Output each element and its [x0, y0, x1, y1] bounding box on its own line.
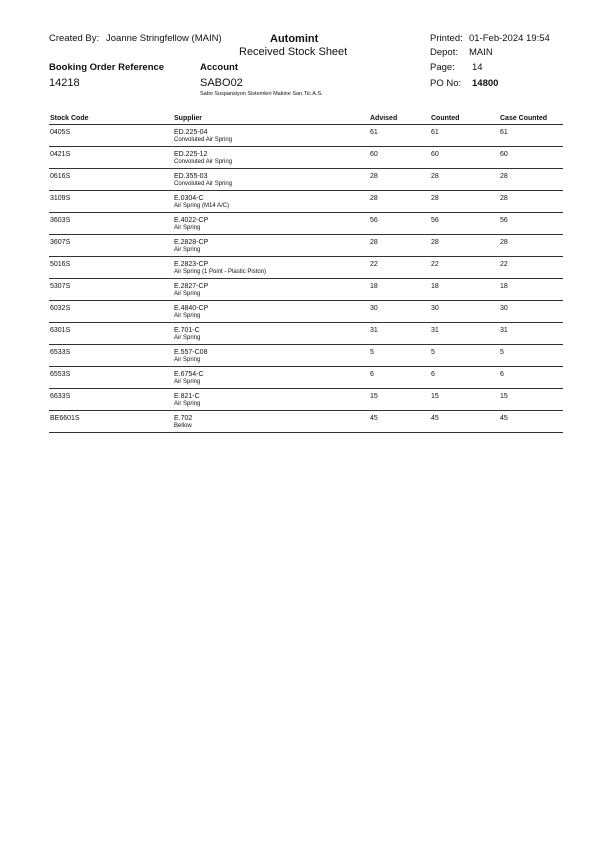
supplier-cell	[174, 327, 200, 341]
case-counted-cell: 31	[500, 327, 508, 334]
table-row	[49, 257, 563, 279]
stock-code-cell: 6032S	[50, 305, 71, 312]
advised-cell: 18	[370, 283, 378, 290]
counted-cell: 28	[431, 239, 439, 246]
counted-cell: 56	[431, 217, 439, 224]
counted-cell: 22	[431, 261, 439, 268]
created-by-label: Created By:	[49, 33, 100, 44]
supplier-cell	[174, 151, 232, 165]
supplier-cell	[174, 173, 232, 187]
counted-cell: 30	[431, 305, 439, 312]
advised-cell: 30	[370, 305, 378, 312]
table-row	[49, 323, 563, 345]
case-counted-cell: 28	[500, 195, 508, 202]
advised-cell: 45	[370, 415, 378, 422]
supplier-code: E.557-C08	[174, 349, 208, 356]
advised-cell: 6	[370, 371, 374, 378]
item-description: Air Spring	[174, 312, 201, 319]
stock-code-cell: 5016S	[50, 261, 71, 268]
item-description: Air Spring (1 Point - Plastic Piston)	[174, 268, 267, 275]
counted-cell: 60	[431, 151, 439, 158]
item-description: Air Spring	[174, 334, 201, 341]
stock-code-cell: 3607S	[50, 239, 71, 246]
advised-cell: 56	[370, 217, 378, 224]
report-title: Received Stock Sheet	[239, 46, 348, 58]
table-header	[49, 114, 563, 125]
table-row	[49, 367, 563, 389]
supplier-cell	[174, 239, 208, 253]
depot-label: Depot:	[430, 47, 458, 58]
item-description: Air Spring	[174, 224, 201, 231]
case-counted-cell: 15	[500, 393, 508, 400]
item-description: Air Spring	[174, 356, 201, 363]
counted-cell: 31	[431, 327, 439, 334]
stock-code-cell: 0421S	[50, 151, 71, 158]
item-description: Bellow	[174, 422, 192, 429]
stock-table	[49, 114, 563, 433]
supplier-cell	[174, 349, 207, 363]
item-description: Air Spring (M14 A/C)	[174, 202, 230, 209]
table-row	[49, 345, 563, 367]
case-counted-cell: 28	[500, 239, 508, 246]
advised-cell: 28	[370, 173, 378, 180]
counted-cell: 5	[431, 349, 435, 356]
supplier-code: E.6754-C	[174, 371, 204, 378]
advised-cell: 22	[370, 261, 378, 268]
supplier-cell	[174, 195, 229, 209]
col-case-counted: Case Counted	[500, 115, 548, 122]
case-counted-cell: 28	[500, 173, 508, 180]
advised-cell: 31	[370, 327, 378, 334]
counted-cell: 18	[431, 283, 439, 290]
case-counted-cell: 22	[500, 261, 508, 268]
depot-value: MAIN	[469, 47, 493, 58]
supplier-code: E.4022-CP	[174, 217, 209, 224]
table-row	[49, 191, 563, 213]
stock-code-cell: 3109S	[50, 195, 71, 202]
supplier-code: E.2827-CP	[174, 283, 209, 290]
supplier-cell	[174, 415, 192, 429]
stock-code-cell: 0616S	[50, 173, 71, 180]
account-value: SABO02	[200, 77, 243, 89]
table-row	[49, 235, 563, 257]
advised-cell: 28	[370, 239, 378, 246]
supplier-code: ED.355-03	[174, 173, 208, 180]
col-stock-code: Stock Code	[50, 115, 89, 122]
supplier-code: ED.225-12	[174, 151, 208, 158]
case-counted-cell: 60	[500, 151, 508, 158]
stock-code-cell: 0405S	[50, 129, 71, 136]
table-body	[49, 125, 563, 433]
case-counted-cell: 30	[500, 305, 508, 312]
stock-code-cell: 5307S	[50, 283, 71, 290]
case-counted-cell: 45	[500, 415, 508, 422]
stock-code-cell: 6301S	[50, 327, 71, 334]
table-row	[49, 213, 563, 235]
item-description: Convoluted Air Spring	[174, 180, 233, 187]
advised-cell: 60	[370, 151, 378, 158]
table-row	[49, 125, 563, 147]
counted-cell: 61	[431, 129, 439, 136]
case-counted-cell: 5	[500, 349, 504, 356]
counted-cell: 6	[431, 371, 435, 378]
advised-cell: 5	[370, 349, 374, 356]
col-counted: Counted	[431, 115, 460, 122]
table-row	[49, 411, 563, 433]
supplier-cell	[174, 393, 200, 407]
counted-cell: 28	[431, 173, 439, 180]
po-value: 14800	[472, 78, 499, 89]
booking-order-label: Booking Order Reference	[49, 62, 165, 73]
case-counted-cell: 61	[500, 129, 508, 136]
supplier-code: E.821-C	[174, 393, 200, 400]
item-description: Air Spring	[174, 290, 201, 297]
table-row	[49, 301, 563, 323]
account-name: Sabo Suspansiyon Sistemleri Makine San.Tic.A.S.	[200, 91, 323, 97]
advised-cell: 28	[370, 195, 378, 202]
page-value: 14	[472, 62, 483, 73]
counted-cell: 28	[431, 195, 439, 202]
supplier-code: E.2828-CP	[174, 239, 209, 246]
advised-cell: 61	[370, 129, 378, 136]
po-label: PO No:	[430, 78, 462, 89]
stock-code-cell: 6533S	[50, 349, 71, 356]
supplier-code: E.701-C	[174, 327, 200, 334]
printed-value: 01-Feb-2024 19:54	[469, 33, 550, 44]
supplier-code: E.4840-CP	[174, 305, 209, 312]
supplier-cell	[174, 261, 266, 275]
item-description: Air Spring	[174, 400, 201, 407]
item-description: Convoluted Air Spring	[174, 136, 233, 143]
supplier-cell	[174, 371, 204, 385]
booking-order-value: 14218	[49, 77, 80, 89]
counted-cell: 15	[431, 393, 439, 400]
item-description: Convoluted Air Spring	[174, 158, 233, 165]
supplier-code: E.2823-CP	[174, 261, 209, 268]
case-counted-cell: 6	[500, 371, 504, 378]
table-row	[49, 279, 563, 301]
supplier-code: ED.225-04	[174, 129, 208, 136]
supplier-code: E.0304-C	[174, 195, 204, 202]
stock-code-cell: 6633S	[50, 393, 71, 400]
item-description: Air Spring	[174, 246, 201, 253]
case-counted-cell: 56	[500, 217, 508, 224]
table-row	[49, 389, 563, 411]
col-advised: Advised	[370, 115, 398, 122]
account-label: Account	[200, 62, 238, 73]
stock-code-cell: BE6601S	[50, 415, 80, 422]
item-description: Air Spring	[174, 378, 201, 385]
created-by-value: Joanne Stringfellow (MAIN)	[106, 33, 222, 44]
supplier-cell	[174, 129, 232, 143]
case-counted-cell: 18	[500, 283, 508, 290]
counted-cell: 45	[431, 415, 439, 422]
printed-label: Printed:	[430, 33, 463, 44]
supplier-cell	[174, 217, 208, 231]
company-name: Automint	[270, 33, 319, 45]
stock-code-cell: 3603S	[50, 217, 71, 224]
supplier-code: E.702	[174, 415, 193, 422]
page-label: Page:	[430, 62, 455, 73]
advised-cell: 15	[370, 393, 378, 400]
table-row	[49, 147, 563, 169]
col-supplier: Supplier	[174, 115, 203, 122]
supplier-cell	[174, 283, 208, 297]
stock-code-cell: 6553S	[50, 371, 71, 378]
table-row	[49, 169, 563, 191]
supplier-cell	[174, 305, 208, 319]
